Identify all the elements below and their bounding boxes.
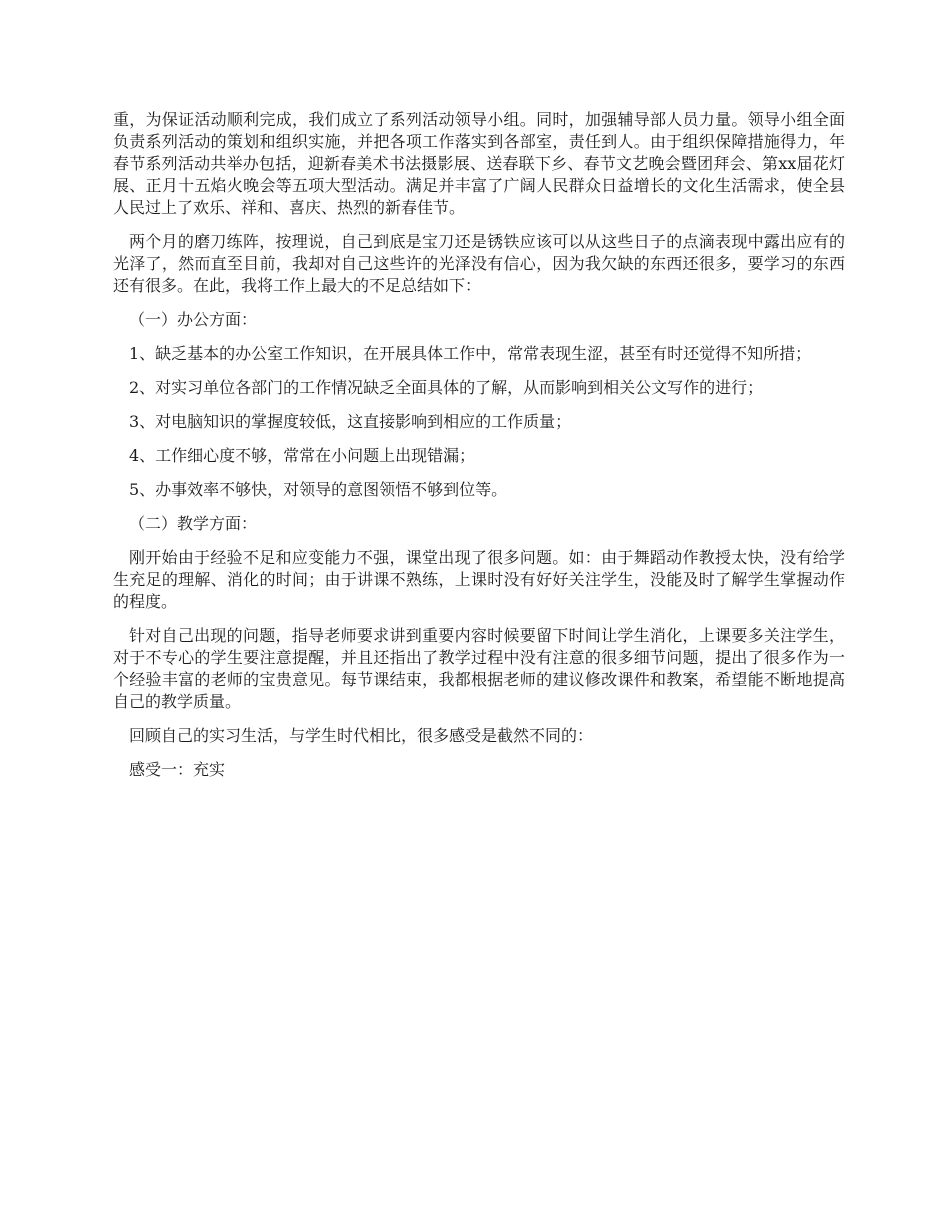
paragraph-activities: 重，为保证活动顺利完成，我们成立了系列活动领导小组。同时，加强辅导部人员力量。领导小组全面负责系列活动的策划和组织实施，并把各项工作落实到各部室，责任到人。由于组织保障措施得力，年春节系列活动共举办包括，迎新春美术书法摄影展、送春联下乡、春节文艺晚会暨团拜会、第xx届花灯展、正月十五焰火晚会等五项大型活动。满足并丰富了广阔人民群众日益增长的文化生活需求，使全县人民过上了欢乐、祥和、喜庆、热烈的新春佳节。	[113, 110, 845, 217]
heading-office: （一）办公方面：	[129, 310, 258, 329]
paragraph-teacher-guidance: 针对自己出现的问题，指导老师要求讲到重要内容时候要留下时间让学生消化，上课要多关注学生，对于不专心的学生要注意提醒，并且还指出了教学过程中没有注意的很多细节问题，提出了很多作为一个经验丰富的老师的宝贵意见。每节课结束，我都根据老师的建议修改课件和教案，希望能不断地提高自己的教学质量。	[113, 626, 845, 711]
list-item-office-5: 5、办事效率不够快，对领导的意图领悟不够到位等。	[129, 480, 508, 499]
list-item-office-4: 4、工作细心度不够，常常在小问题上出现错漏；	[129, 446, 476, 465]
list-item-office-1: 1、缺乏基本的办公室工作知识，在开展具体工作中，常常表现生涩，甚至有时还觉得不知所措；	[129, 344, 812, 363]
paragraph-reflection: 回顾自己的实习生活，与学生时代相比，很多感受是截然不同的：	[129, 726, 594, 745]
paragraph-feeling-one: 感受一：充实	[129, 760, 226, 779]
document-page	[113, 109, 845, 793]
heading-teaching: （二）教学方面：	[129, 514, 258, 533]
paragraph-self-assessment: 两个月的磨刀练阵，按理说，自己到底是宝刀还是锈铁应该可以从这些日子的点滴表现中露出应有的光泽了，然而直至目前，我却对自己这些许的光泽没有信心，因为我欠缺的东西还很多，要学习的东西还有很多。在此，我将工作上最大的不足总结如下：	[113, 232, 845, 295]
list-item-office-3: 3、对电脑知识的掌握度较低，这直接影响到相应的工作质量；	[129, 412, 572, 431]
paragraph-teaching-problems: 刚开始由于经验不足和应变能力不强，课堂出现了很多问题。如：由于舞蹈动作教授太快，没有给学生充足的理解、消化的时间；由于讲课不熟练，上课时没有好好关注学生，没能及时了解学生掌握动作的程度。	[113, 548, 845, 611]
list-item-office-2: 2、对实习单位各部门的工作情况缺乏全面具体的了解，从而影响到相关公文写作的进行；	[129, 378, 764, 397]
